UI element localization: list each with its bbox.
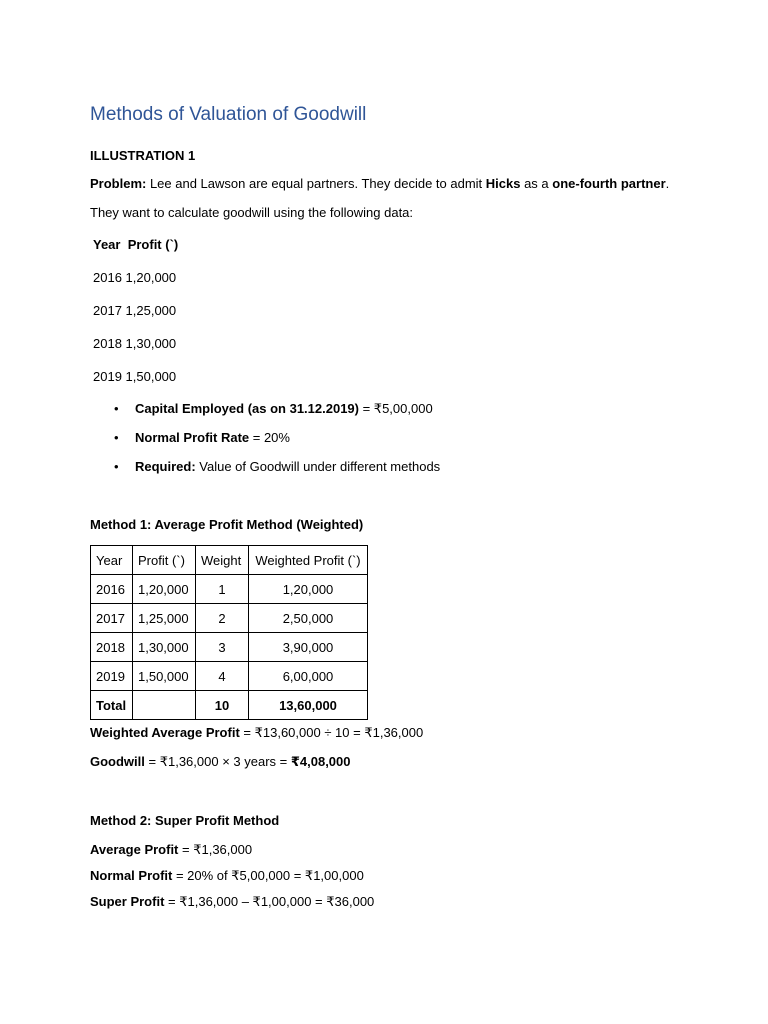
- header-weighted-profit: Weighted Profit (`): [249, 546, 368, 575]
- cell-year: 2018: [91, 633, 133, 662]
- data-row: 2019 1,50,000: [93, 369, 177, 384]
- weighted-profit-table: [90, 545, 368, 720]
- cell-year: 2017: [91, 604, 133, 633]
- super-profit: Super Profit = ₹1,36,000 – ₹1,00,000 = ₹36,000: [90, 894, 375, 909]
- table-row: [91, 662, 368, 691]
- cell-year: 2019: [91, 662, 133, 691]
- cell-weight: 4: [196, 662, 249, 691]
- bullet-dot: •: [114, 430, 119, 445]
- page-title: Methods of Valuation of Goodwill: [90, 104, 367, 125]
- header-year: Year: [91, 546, 133, 575]
- method2-heading: Method 2: Super Profit Method: [90, 813, 280, 828]
- weighted-average-profit: Weighted Average Profit = ₹13,60,000 ÷ 10 = ₹1,36,000: [90, 725, 424, 740]
- data-row: 2016 1,20,000: [93, 270, 177, 285]
- data-header: Year Profit (`): [93, 237, 179, 252]
- data-row: 2017 1,25,000: [93, 303, 177, 318]
- cell-weighted-profit: 1,20,000: [249, 575, 368, 604]
- table-row: [91, 575, 368, 604]
- cell-weight: 1: [196, 575, 249, 604]
- header-weight: Weight: [196, 546, 249, 575]
- intro-text: They want to calculate goodwill using the following data:: [90, 205, 414, 220]
- problem-statement: Problem: Lee and Lawson are equal partners. They decide to admit Hicks as a one-fourth partner.: [90, 176, 670, 191]
- method1-heading: Method 1: Average Profit Method (Weighted): [90, 517, 364, 532]
- cell-year: 2016: [91, 575, 133, 604]
- cell-weighted-profit: 2,50,000: [249, 604, 368, 633]
- cell-profit: 1,25,000: [133, 604, 196, 633]
- table-header-row: [91, 546, 368, 575]
- cell-weight: 2: [196, 604, 249, 633]
- goodwill-result: Goodwill = ₹1,36,000 × 3 years = ₹4,08,000: [90, 754, 351, 769]
- normal-profit: Normal Profit = 20% of ₹5,00,000 = ₹1,00,000: [90, 868, 364, 883]
- bullet-dot: •: [114, 401, 119, 416]
- bullet-normal-rate: Normal Profit Rate = 20%: [135, 430, 290, 445]
- cell-total-profit: [133, 691, 196, 720]
- table-total-row: [91, 691, 368, 720]
- bullet-capital: Capital Employed (as on 31.12.2019) = ₹5,00,000: [135, 401, 433, 416]
- table-row: [91, 633, 368, 662]
- cell-profit: 1,20,000: [133, 575, 196, 604]
- illustration-label: ILLUSTRATION 1: [90, 148, 196, 163]
- cell-total-weight: 10: [196, 691, 249, 720]
- cell-total-label: Total: [91, 691, 133, 720]
- bullet-dot: •: [114, 459, 119, 474]
- cell-total-weighted-profit: 13,60,000: [249, 691, 368, 720]
- cell-profit: 1,50,000: [133, 662, 196, 691]
- header-profit: Profit (`): [133, 546, 196, 575]
- cell-weighted-profit: 6,00,000: [249, 662, 368, 691]
- average-profit: Average Profit = ₹1,36,000: [90, 842, 253, 857]
- data-row: 2018 1,30,000: [93, 336, 177, 351]
- cell-weighted-profit: 3,90,000: [249, 633, 368, 662]
- table-row: [91, 604, 368, 633]
- cell-weight: 3: [196, 633, 249, 662]
- cell-profit: 1,30,000: [133, 633, 196, 662]
- bullet-required: Required: Value of Goodwill under different methods: [135, 459, 441, 474]
